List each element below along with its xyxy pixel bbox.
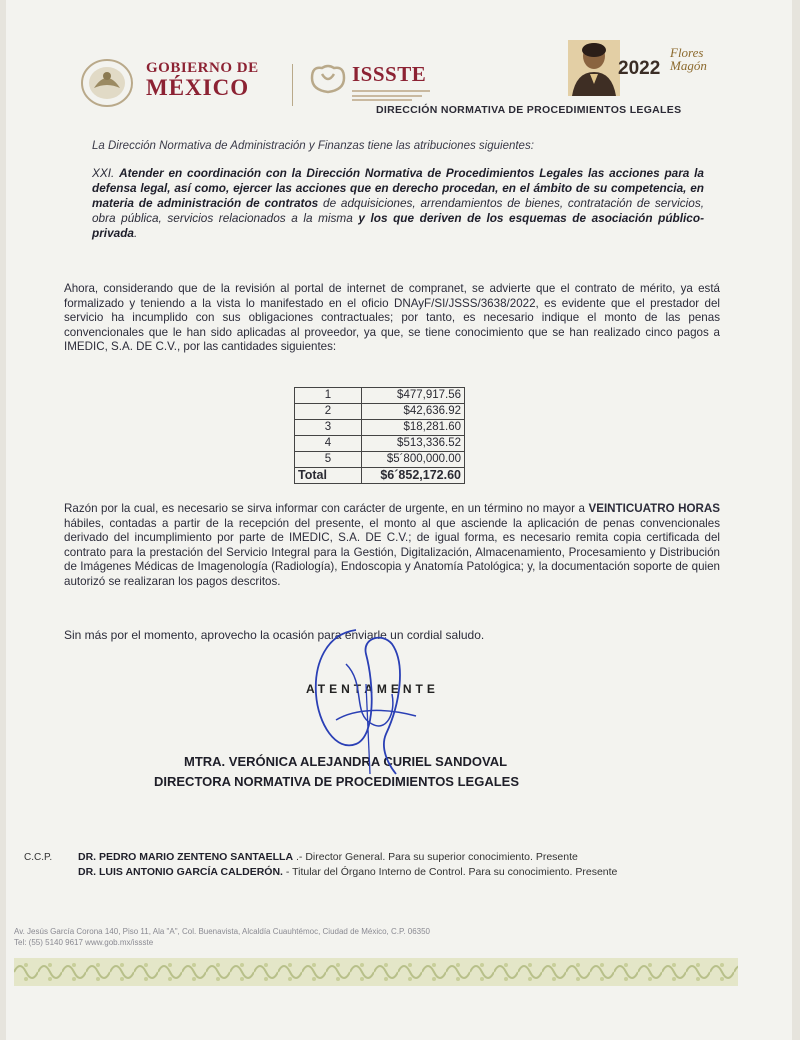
- contact-line: Tel: (55) 5140 9617 www.gob.mx/issste: [14, 938, 154, 947]
- payments-table: [294, 387, 465, 484]
- payment-number: 2: [295, 404, 362, 420]
- payment-amount: $18,281.60: [362, 420, 465, 436]
- request-text-b: hábiles, contadas a partir de la recepción del presente, el monto al que asciende la aplicación de penas convencionales derivado del incumplimiento por parte de IMEDIC, S.A. DE C.V.; de igual forma, es necesario remita copia certificada del contrato para la prestación del Servicio Integral para la Gestión, Digitalización, Almacenamiento, Procesamiento y Distribución de Imágenes Médicas de Imagenología (Radiología), Endoscopia y Anatomía Patológica; y, la documentación soporte de quien autorizó se realizaran los pagos descritos.: [64, 516, 720, 588]
- total-amount: $6´852,172.60: [362, 468, 465, 484]
- ccp2-text: - Titular del Órgano Interno de Control. Para su conocimiento. Presente: [285, 866, 618, 878]
- header-divider: [292, 64, 293, 106]
- attribution-quote: [92, 166, 704, 241]
- ccp1-name: DR. PEDRO MARIO ZENTENO SANTAELLA: [78, 851, 294, 863]
- footer-pattern-band: [14, 958, 738, 986]
- table-row: [295, 404, 465, 420]
- quote-ordinal: XXI.: [92, 166, 115, 180]
- payment-number: 4: [295, 436, 362, 452]
- ccp-line-2: [78, 866, 617, 878]
- ccp2-name: DR. LUIS ANTONIO GARCÍA CALDERÓN.: [78, 866, 283, 878]
- quote-end: .: [133, 226, 138, 240]
- flores-magon-label: [670, 46, 707, 72]
- footer-address: [14, 926, 430, 948]
- payment-amount: $42,636.92: [362, 404, 465, 420]
- ccp1-text: .- Director General. Para su superior conocimiento. Presente: [295, 851, 578, 863]
- letterhead: [80, 45, 720, 122]
- table-row: [295, 436, 465, 452]
- payment-number: 3: [295, 420, 362, 436]
- ccp-label: C.C.P.: [24, 852, 53, 863]
- signer-name: MTRA. VERÓNICA ALEJANDRA CURIEL SANDOVAL: [184, 754, 508, 769]
- flores-magon-portrait: [566, 36, 622, 98]
- eagle-seal-icon: [80, 58, 134, 108]
- ccp-line-1: [78, 851, 578, 863]
- gobierno-de-mexico-logo: [146, 60, 259, 101]
- request-deadline: VEINTICUATRO HORAS: [588, 502, 720, 515]
- quote-bold-1: Atender en coordinación con la Dirección Normativa de Procedimientos Legales las acciones para la defensa legal, así como, ejercer las acciones que en derecho procedan, en el ámbito de su competencia, en materia de administración de contratos: [92, 166, 704, 210]
- signoff: ATENTAMENTE: [306, 682, 439, 696]
- quote-normal-1: de adquisiciones, arrendamientos de bienes, contratación de servicios, obra pública, servicios relacionados a la misma: [92, 196, 704, 225]
- department-title: DIRECCIÓN NORMATIVA DE PROCEDIMIENTOS LEGALES: [376, 104, 682, 116]
- document-page: [6, 0, 792, 1040]
- request-text-a: Razón por la cual, es necesario se sirva informar con carácter de urgente, en un término no mayor a: [64, 502, 585, 515]
- quote-bold-2: y los que deriven de los esquemas de asociación público-privada: [92, 211, 705, 240]
- paragraph-request: [64, 502, 720, 590]
- issste-hands-icon: [308, 62, 348, 94]
- payment-number: 5: [295, 452, 362, 468]
- table-total-row: [295, 468, 465, 484]
- mexico-label: MÉXICO: [146, 75, 250, 100]
- flores-line: Flores: [670, 45, 704, 60]
- table-row: [295, 420, 465, 436]
- paragraph-compranet: Ahora, considerando que de la revisión al portal de internet de compranet, se advierte que el contrato de mérito, ya está formalizado y teniendo a la vista lo manifestado en el oficio DNAyF/SI/JSSS/3638/2022, es evidente que el prestador del servicio ha incumplido con sus obligaciones contractuales; por tanto, es necesario indique el monto de las penas convencionales que le han sido aplicadas al proveedor, ya que, se tiene conocimiento que se han realizado cinco pagos a IMEDIC, S.A. DE C.V., por las cantidades siguientes:: [64, 282, 720, 354]
- closing-text: Sin más por el momento, aprovecho la ocasión para enviarle un cordial saludo.: [64, 628, 485, 642]
- issste-label: ISSSTE: [352, 62, 427, 86]
- payment-amount: $477,917.56: [362, 388, 465, 404]
- gobierno-label: GOBIERNO DE: [146, 60, 259, 76]
- table-row: [295, 452, 465, 468]
- year-label: 2022: [618, 58, 661, 79]
- issste-subtitle-lines: [352, 88, 432, 102]
- intro-text: La Dirección Normativa de Administración y Finanzas tiene las atribuciones siguientes:: [92, 140, 534, 152]
- payment-amount: $513,336.52: [362, 436, 465, 452]
- signer-title: DIRECTORA NORMATIVA DE PROCEDIMIENTOS LEGALES: [154, 774, 519, 789]
- payment-number: 1: [295, 388, 362, 404]
- total-label: Total: [295, 468, 362, 484]
- address-line: Av. Jesús García Corona 140, Piso 11, Ala "A", Col. Buenavista, Alcaldía Cuauhtémoc, Ciudad de México, C.P. 06350: [14, 927, 430, 936]
- payment-amount: $5´800,000.00: [362, 452, 465, 468]
- table-row: [295, 388, 465, 404]
- magon-line: Magón: [670, 58, 707, 73]
